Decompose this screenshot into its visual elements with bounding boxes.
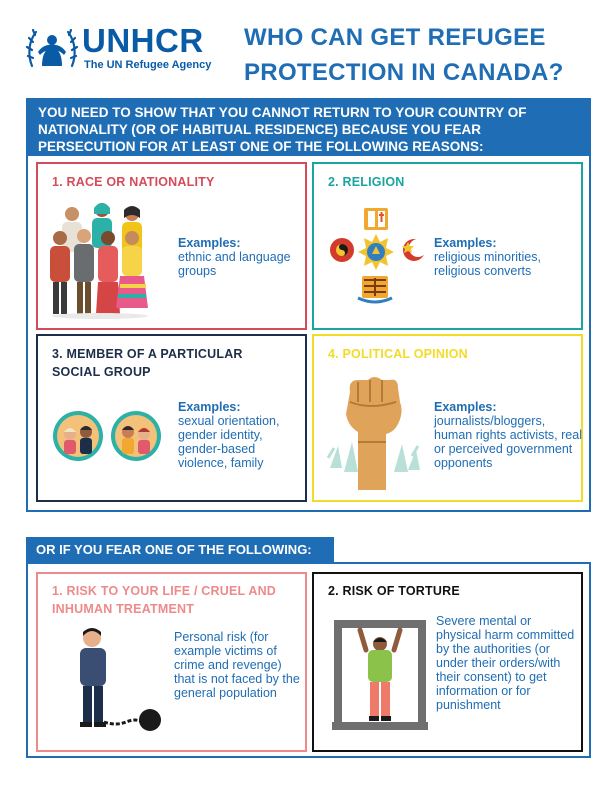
logo-wordmark: UNHCR [82, 22, 204, 59]
page-title-line1: WHO CAN GET REFUGEE [244, 24, 546, 51]
card-race-title: 1. RACE OR NATIONALITY [52, 175, 215, 189]
fear-banner: OR IF YOU FEAR ONE OF THE FOLLOWING: [26, 537, 334, 562]
religious-symbols-icon [328, 206, 428, 306]
social-groups-icon [52, 408, 164, 464]
card-race-examples-text: ethnic and language groups [178, 250, 291, 278]
card-social-title [52, 345, 243, 381]
card-torture-text: Severe mental or physical harm committed by the authorities (or under their orders/with their consent) to get information or for punishment [436, 614, 575, 712]
card-religion [312, 162, 583, 330]
ball-and-chain-person-icon [66, 626, 166, 734]
card-political-opinion [312, 334, 583, 502]
card-political-examples [434, 400, 582, 470]
logo-subtitle: The UN Refugee Agency [84, 59, 212, 71]
persecution-reasons-section [26, 98, 591, 512]
card-social-examples-text: sexual orientation, gender identity, gender-based violence, family [178, 414, 280, 470]
examples-label: Examples: [434, 400, 497, 414]
card-risk-to-life [36, 572, 307, 752]
reasons-banner: YOU NEED TO SHOW THAT YOU CANNOT RETURN TO YOUR COUNTRY OF NATIONALITY (OR OF HABITUAL RESIDENCE) BECAUSE YOU FEAR PERSECUTION FOR AT LEAST ONE OF THE FOLLOWING REASONS: [28, 100, 589, 156]
card-race-nationality [36, 162, 307, 330]
fear-section [26, 562, 591, 758]
card-life-title-line1: 1. RISK TO YOUR LIFE / CRUEL AND [52, 584, 277, 598]
card-religion-examples-text: religious minorities, religious converts [434, 250, 541, 278]
card-religion-title: 2. RELIGION [328, 175, 405, 189]
card-social-examples [178, 400, 303, 470]
card-torture-title: 2. RISK OF TORTURE [328, 584, 460, 598]
card-social-title-line1: 3. MEMBER OF A PARTICULAR [52, 347, 243, 361]
card-life-title-line2: INHUMAN TREATMENT [52, 602, 195, 616]
card-social-group [36, 334, 307, 502]
card-life-text: Personal risk (for example victims of crime and revenge) that is not faced by the general population [174, 630, 300, 700]
card-race-examples [178, 236, 303, 278]
examples-label: Examples: [178, 236, 241, 250]
card-risk-of-torture [312, 572, 583, 752]
raised-fist-icon [324, 372, 424, 496]
page-title [244, 20, 604, 90]
card-political-title: 4. POLITICAL OPINION [328, 347, 468, 361]
examples-label: Examples: [434, 236, 497, 250]
card-life-title [52, 582, 276, 618]
card-political-examples-text: journalists/bloggers, human rights activists, real or perceived government opponents [434, 414, 582, 470]
diverse-people-icon [48, 198, 158, 320]
card-social-title-line2: SOCIAL GROUP [52, 365, 151, 379]
unhcr-logo [24, 22, 224, 74]
examples-label: Examples: [178, 400, 241, 414]
card-religion-examples [434, 236, 582, 278]
unhcr-emblem-icon [24, 22, 80, 72]
torture-frame-icon [330, 620, 430, 732]
page-title-line2: PROTECTION IN CANADA? [244, 59, 564, 86]
